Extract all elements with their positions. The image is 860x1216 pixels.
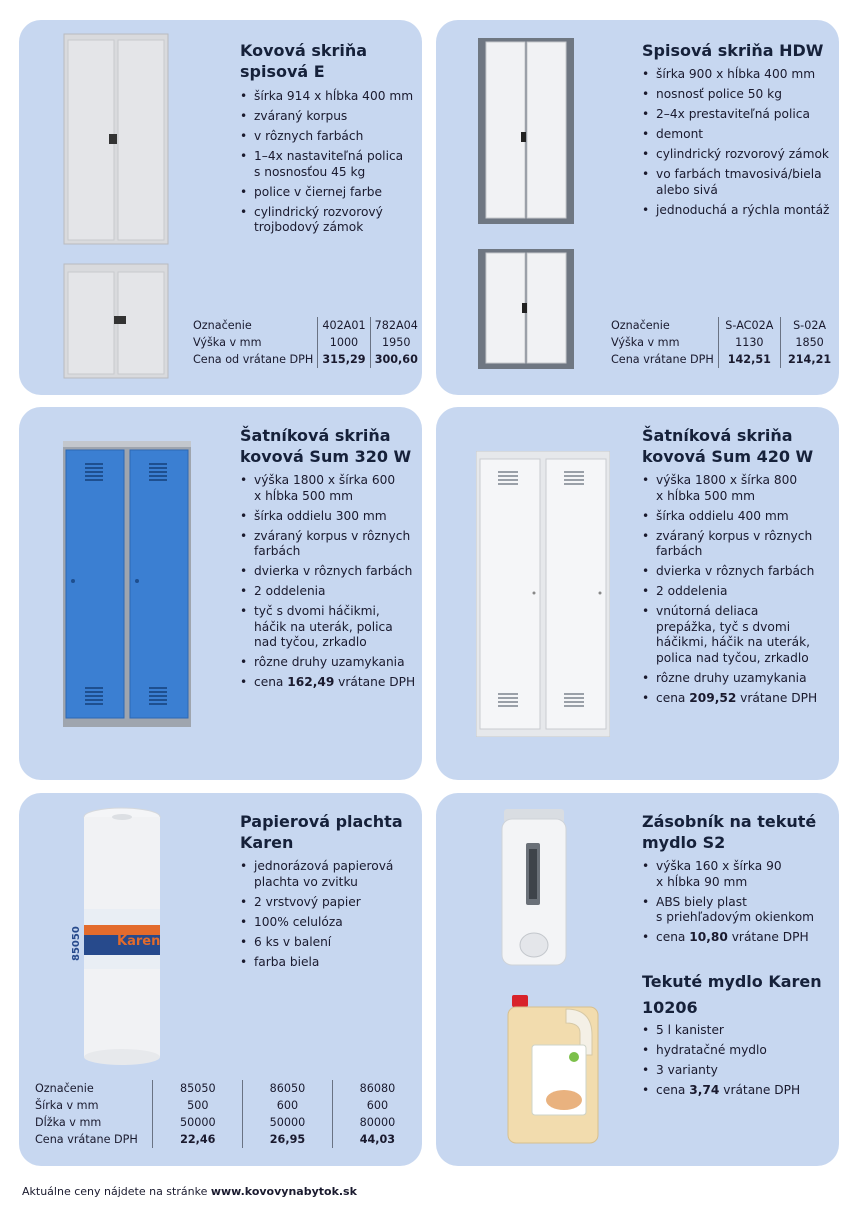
white-locker-image	[476, 451, 610, 737]
footer-note	[22, 1185, 357, 1198]
table-row: Cena vrátane DPH 142,51 214,21	[611, 351, 838, 368]
spec-table	[35, 1080, 422, 1148]
price-item: • cena 10,80 vrátane DPH	[642, 930, 837, 946]
product-title: Zásobník na tekuté mydlo S2	[642, 812, 817, 852]
product-title: Kovová skriňa spisová E	[240, 41, 368, 81]
blue-locker-image	[63, 441, 191, 727]
feature-item: • cylindrický rozvorový trojbodový zámok	[240, 205, 420, 236]
price-item: • cena 3,74 vrátane DPH	[642, 1083, 837, 1099]
feature-item: • ABS biely plast s priehľadovým okienkom	[642, 895, 837, 926]
table-row: Šírka v mm 500 600 600	[35, 1097, 422, 1114]
feature-item: • zváraný korpus v rôznych farbách	[240, 529, 422, 560]
feature-item: • výška 1800 x šírka 800 x hĺbka 500 mm	[642, 473, 837, 504]
feature-list	[240, 89, 420, 240]
feature-item: • 2 oddelenia	[642, 584, 837, 600]
feature-item: • výška 160 x šírka 90 x hĺbka 90 mm	[642, 859, 837, 890]
table-row: Označenie S-AC02A S-02A	[611, 317, 838, 334]
table-row: Označenie 85050 86050 86080	[35, 1080, 422, 1097]
feature-item: • v rôznych farbách	[240, 129, 420, 145]
product-panel-soap	[436, 793, 839, 1166]
soap-dispenser-image	[498, 807, 570, 969]
product-panel-spisova-e	[19, 20, 422, 395]
feature-item: • výška 1800 x šírka 600 x hĺbka 500 mm	[240, 473, 422, 504]
price-item: • cena 162,49 vrátane DPH	[240, 675, 422, 691]
feature-item: • vnútorná deliaca prepážka, tyč s dvomi háčikmi, háčik na uterák, polica nad tyčou, zrkadlo	[642, 604, 837, 666]
table-row: Výška v mm 1000 1950	[193, 334, 422, 351]
feature-item: • rôzne druhy uzamykania	[642, 671, 837, 687]
product-subtitle: Tekuté mydlo Karen 10206	[642, 972, 822, 1017]
feature-item: • farba biela	[240, 955, 422, 971]
feature-list	[240, 859, 422, 975]
low-cabinet-image	[62, 262, 170, 380]
soap-canister-image	[506, 995, 602, 1145]
feature-item: • rôzne druhy uzamykania	[240, 655, 422, 671]
spec-table	[611, 317, 838, 368]
product-title: Papierová plachta Karen	[240, 812, 403, 852]
price-item: • cena 209,52 vrátane DPH	[642, 691, 837, 707]
table-row: Označenie 402A01 782A04	[193, 317, 422, 334]
feature-item: • zváraný korpus v rôznych farbách	[642, 529, 837, 560]
table-row: Výška v mm 1130 1850	[611, 334, 838, 351]
feature-item: • 100% celulóza	[240, 915, 422, 931]
product-panel-sum-420w	[436, 407, 839, 780]
feature-list	[642, 473, 837, 711]
tall-cabinet-image	[476, 36, 576, 226]
roll-code-label: 85050	[71, 926, 82, 961]
roll-brand-label: Karen	[117, 934, 161, 949]
feature-item: • 1–4x nastaviteľná polica s nosnosťou 45 kg	[240, 149, 420, 180]
feature-item: • 6 ks v balení	[240, 935, 422, 951]
product-title: Šatníková skriňa kovová Sum 320 W	[240, 426, 412, 466]
feature-item: • 5 l kanister	[642, 1023, 837, 1039]
feature-item: • police v čiernej farbe	[240, 185, 420, 201]
spec-table	[193, 317, 422, 368]
product-panel-karen-roll	[19, 793, 422, 1166]
feature-item: • jednoduchá a rýchla montáž	[642, 203, 837, 219]
feature-item: • tyč s dvomi háčikmi, háčik na uterák, polica nad tyčou, zrkadlo	[240, 604, 422, 651]
feature-list	[642, 67, 837, 223]
feature-item: • 2 vrstvový papier	[240, 895, 422, 911]
feature-item: • hydratačné mydlo	[642, 1043, 837, 1059]
footer-text: Aktuálne ceny nájdete na stránke	[22, 1185, 211, 1198]
feature-item: • dvierka v rôznych farbách	[240, 564, 422, 580]
feature-item: • šírka oddielu 300 mm	[240, 509, 422, 525]
table-row: Dĺžka v mm 50000 50000 80000	[35, 1114, 422, 1131]
tall-cabinet-image	[62, 32, 170, 246]
table-row: Cena od vrátane DPH 315,29 300,60	[193, 351, 422, 368]
feature-item: • 2 oddelenia	[240, 584, 422, 600]
feature-item: • vo farbách tmavosivá/biela alebo sivá	[642, 167, 837, 198]
feature-item: • 3 varianty	[642, 1063, 837, 1079]
feature-item: • šírka 914 x hĺbka 400 mm	[240, 89, 420, 105]
feature-item: • zváraný korpus	[240, 109, 420, 125]
feature-item: • 2–4x prestaviteľná polica	[642, 107, 837, 123]
product-title: Šatníková skriňa kovová Sum 420 W	[642, 426, 814, 466]
table-row: Cena vrátane DPH 22,46 26,95 44,03	[35, 1131, 422, 1148]
feature-list	[642, 859, 837, 950]
low-cabinet-image	[476, 247, 576, 371]
feature-item: • dvierka v rôznych farbách	[642, 564, 837, 580]
feature-item: • jednorázová papierová plachta vo zvitku	[240, 859, 422, 890]
feature-item: • demont	[642, 127, 837, 143]
product-panel-sum-320w	[19, 407, 422, 780]
product-title: Spisová skriňa HDW	[642, 41, 824, 60]
feature-item: • šírka oddielu 400 mm	[642, 509, 837, 525]
feature-item: • nosnosť police 50 kg	[642, 87, 837, 103]
feature-item: • šírka 900 x hĺbka 400 mm	[642, 67, 837, 83]
feature-list	[240, 473, 422, 695]
product-panel-hdw	[436, 20, 839, 395]
website-link[interactable]: www.kovovynabytok.sk	[210, 1185, 357, 1198]
feature-list	[642, 1023, 837, 1103]
feature-item: • cylindrický rozvorový zámok	[642, 147, 837, 163]
